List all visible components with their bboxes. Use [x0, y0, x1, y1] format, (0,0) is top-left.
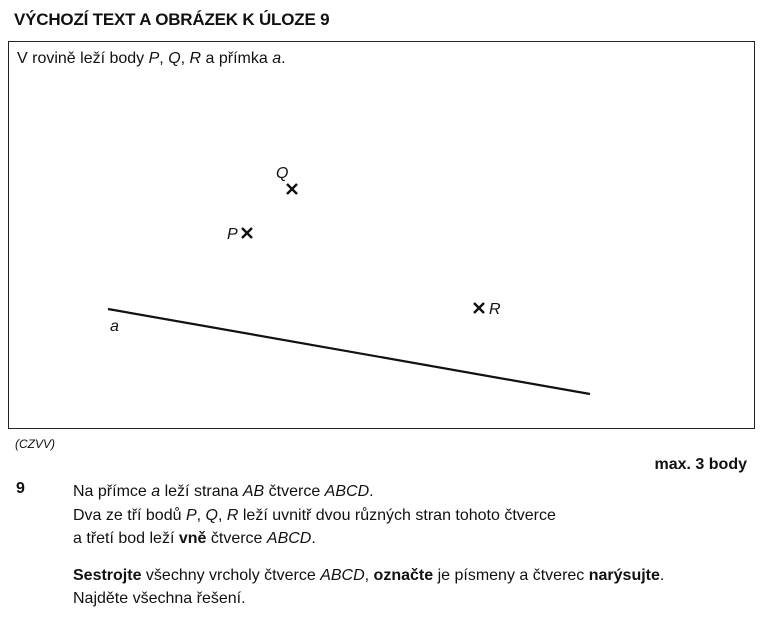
- figure-frame: [8, 41, 755, 429]
- task-math-r: R: [226, 506, 239, 524]
- task-text-part: Na přímce: [73, 483, 152, 500]
- point-r-marker: [474, 303, 484, 313]
- intro-period: .: [281, 50, 286, 67]
- task-text-part: ,: [217, 506, 227, 524]
- task-line: [73, 480, 753, 504]
- intro-separator: ,: [159, 50, 169, 67]
- task-emphasis-vne: vně: [178, 530, 207, 547]
- intro-text-part: V rovině leží body: [17, 50, 149, 67]
- task-math-abcd: ABCD: [320, 566, 365, 584]
- task-text-part: je písmeny a čtverec: [433, 566, 589, 584]
- task-emphasis-oznacte: označte: [373, 566, 434, 584]
- intro-point-r: R: [189, 50, 202, 67]
- paragraph-gap: [73, 551, 753, 564]
- task-text-part: ,: [364, 566, 374, 584]
- point-p-marker: [242, 228, 252, 238]
- task-text-part: čtverce: [206, 530, 267, 547]
- line-a-label: a: [110, 318, 119, 335]
- task-text-part: Dva ze tří bodů: [73, 506, 186, 524]
- point-p-label: P: [227, 226, 238, 243]
- line-a: [108, 309, 590, 394]
- source-note: (CZVV): [15, 437, 55, 451]
- task-emphasis-sestrojte: Sestrojte: [73, 566, 142, 584]
- point-q-label: Q: [276, 165, 289, 182]
- task-math-a: a: [151, 483, 161, 500]
- intro-separator: ,: [180, 50, 190, 67]
- task-text-part: čtverce: [264, 483, 325, 500]
- task-text-part: .: [369, 483, 374, 500]
- question-number: 9: [16, 480, 25, 497]
- task-text-part: ,: [196, 506, 206, 524]
- task-line: [73, 504, 753, 528]
- task-line: Najděte všechna řešení.: [73, 590, 246, 607]
- task-text-part: všechny vrcholy čtverce: [141, 566, 321, 584]
- task-text: [73, 480, 753, 611]
- task-math-abcd: ABCD: [266, 530, 312, 547]
- task-math-ab: AB: [242, 483, 265, 500]
- intro-text-part: a přímka: [201, 50, 273, 67]
- section-heading: VÝCHOZÍ TEXT A OBRÁZEK K ÚLOZE 9: [14, 10, 330, 29]
- task-text-part: leží uvnitř dvou různých stran tohoto čtverce: [238, 506, 556, 524]
- intro-point-p: P: [148, 50, 160, 67]
- max-points-label: max. 3 body: [654, 456, 747, 473]
- task-line: [73, 564, 753, 588]
- task-math-abcd: ABCD: [324, 483, 370, 500]
- point-q-marker: [287, 184, 297, 194]
- task-math-q: Q: [205, 506, 218, 524]
- intro-point-q: Q: [168, 50, 181, 67]
- task-emphasis-narysujte: narýsujte: [588, 566, 660, 584]
- task-math-p: P: [185, 506, 197, 524]
- task-text-part: leží strana: [160, 483, 243, 500]
- intro-line-a: a: [272, 50, 282, 67]
- point-r-label: R: [489, 301, 501, 318]
- task-text-part: .: [311, 530, 316, 547]
- geometry-figure: [9, 42, 754, 428]
- task-text-part: .: [659, 566, 665, 584]
- task-line: [73, 527, 753, 551]
- task-text-part: a třetí bod leží: [73, 530, 179, 547]
